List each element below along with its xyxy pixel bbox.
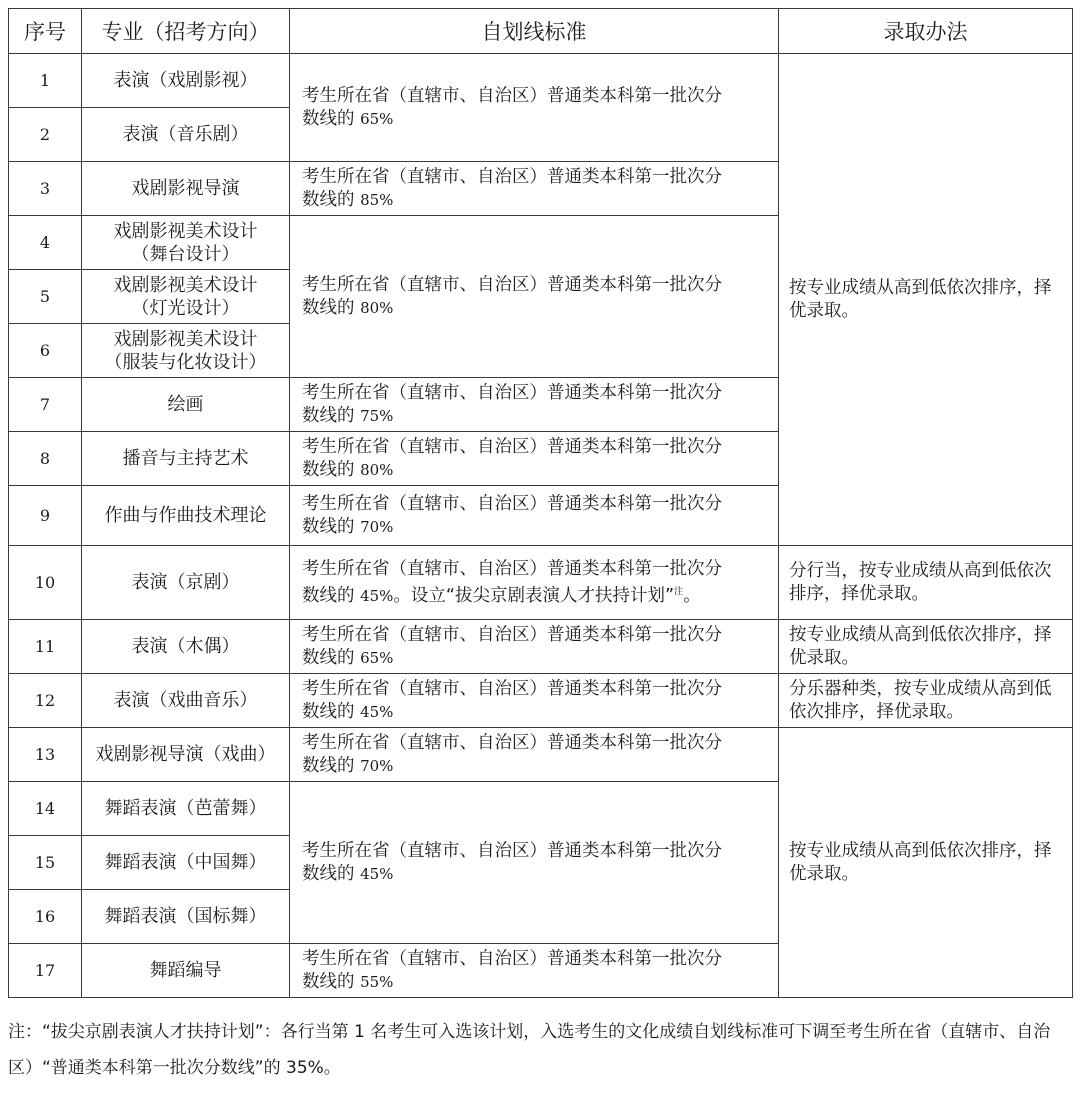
standard-percent: 55% [360, 972, 394, 991]
standard-cell [290, 216, 779, 378]
table-header-row [9, 9, 1073, 54]
row-number: 16 [9, 890, 82, 944]
row-number: 8 [9, 432, 82, 486]
standard-text: 。 [683, 585, 701, 606]
row-number: 15 [9, 836, 82, 890]
major-line: （舞台设计） [131, 243, 240, 265]
standard-text: 数线的 [302, 863, 361, 884]
major-cell [82, 270, 290, 324]
standard-percent: 65% [360, 109, 394, 128]
major-cell: 戏剧影视导演（戏曲） [82, 728, 290, 782]
standard-cell [290, 378, 779, 432]
major-cell: 播音与主持艺术 [82, 432, 290, 486]
standard-text: 考生所在省（直辖市、自治区）普通类本科第一批次分 [302, 948, 722, 969]
major-cell: 绘画 [82, 378, 290, 432]
major-cell: 表演（京剧） [82, 546, 290, 620]
standard-percent: 70% [360, 517, 394, 536]
row-number: 1 [9, 54, 82, 108]
major-cell: 表演（戏剧影视） [82, 54, 290, 108]
major-line: 戏剧影视美术设计 [113, 328, 258, 350]
admission-standards-table [8, 8, 1073, 998]
major-cell: 表演（戏曲音乐） [82, 674, 290, 728]
standard-cell [290, 54, 779, 162]
footnote-mark: 注 [674, 586, 684, 597]
standard-cell [290, 546, 779, 620]
admission-cell: 分乐器种类，按专业成绩从高到低依次排序，择优录取。 [779, 674, 1073, 728]
standard-cell [290, 728, 779, 782]
major-line: 戏剧影视美术设计 [113, 220, 258, 242]
standard-cell [290, 486, 779, 546]
standard-text: 。设立“拔尖京剧表演人才扶持计划” [393, 585, 675, 606]
major-cell: 舞蹈表演（国标舞） [82, 890, 290, 944]
standard-text: 数线的 [302, 405, 361, 426]
major-line: （服装与化妆设计） [104, 351, 267, 373]
standard-text: 数线的 [302, 516, 361, 537]
footnote: 注：“拔尖京剧表演人才扶持计划”：各行当第 1 名考生可入选该计划，入选考生的文化成绩自划线标准可下调至考生所在省（直辖市、自治区）“普通类本科第一批次分数线”的 35%。 [8, 1022, 1051, 1078]
table-row [9, 674, 1073, 728]
standard-text: 数线的 [302, 647, 361, 668]
standard-percent: 85% [360, 190, 394, 209]
row-number: 10 [9, 546, 82, 620]
standard-text: 数线的 [302, 189, 361, 210]
standard-percent: 70% [360, 756, 394, 775]
major-cell: 舞蹈编导 [82, 944, 290, 998]
standard-text: 数线的 [302, 701, 361, 722]
standard-text: 考生所在省（直辖市、自治区）普通类本科第一批次分 [302, 558, 722, 579]
row-number: 6 [9, 324, 82, 378]
major-line: 戏剧影视美术设计 [113, 274, 258, 296]
standard-text: 数线的 [302, 755, 361, 776]
standard-text: 考生所在省（直辖市、自治区）普通类本科第一批次分 [302, 840, 722, 861]
standard-text: 考生所在省（直辖市、自治区）普通类本科第一批次分 [302, 436, 722, 457]
row-number: 7 [9, 378, 82, 432]
row-number: 5 [9, 270, 82, 324]
standard-percent: 75% [360, 406, 394, 425]
admission-cell: 按专业成绩从高到低依次排序，择优录取。 [779, 728, 1073, 998]
header-major: 专业（招考方向） [82, 9, 290, 54]
row-number: 14 [9, 782, 82, 836]
standard-cell [290, 432, 779, 486]
major-cell [82, 324, 290, 378]
standard-text: 考生所在省（直辖市、自治区）普通类本科第一批次分 [302, 166, 722, 187]
standard-cell [290, 674, 779, 728]
major-cell: 作曲与作曲技术理论 [82, 486, 290, 546]
major-cell [82, 216, 290, 270]
header-standard: 自划线标准 [290, 9, 779, 54]
standard-cell [290, 944, 779, 998]
standard-percent: 65% [360, 648, 394, 667]
admission-cell: 分行当，按专业成绩从高到低依次排序，择优录取。 [779, 546, 1073, 620]
header-admission: 录取办法 [779, 9, 1073, 54]
standard-text: 考生所在省（直辖市、自治区）普通类本科第一批次分 [302, 732, 722, 753]
standard-text: 考生所在省（直辖市、自治区）普通类本科第一批次分 [302, 493, 722, 514]
standard-cell [290, 782, 779, 944]
major-cell: 舞蹈表演（中国舞） [82, 836, 290, 890]
major-cell: 表演（木偶） [82, 620, 290, 674]
standard-text: 数线的 [302, 108, 361, 129]
table-row [9, 728, 1073, 782]
row-number: 13 [9, 728, 82, 782]
standard-text: 考生所在省（直辖市、自治区）普通类本科第一批次分 [302, 382, 722, 403]
standard-cell [290, 162, 779, 216]
major-cell: 舞蹈表演（芭蕾舞） [82, 782, 290, 836]
row-number: 11 [9, 620, 82, 674]
standard-text: 数线的 [302, 459, 361, 480]
row-number: 2 [9, 108, 82, 162]
row-number: 9 [9, 486, 82, 546]
standard-percent: 45% [360, 586, 394, 605]
header-no: 序号 [9, 9, 82, 54]
standard-text: 数线的 [302, 585, 361, 606]
standard-percent: 80% [360, 460, 394, 479]
major-cell: 表演（音乐剧） [82, 108, 290, 162]
table-row [9, 620, 1073, 674]
table-row [9, 54, 1073, 108]
standard-text: 考生所在省（直辖市、自治区）普通类本科第一批次分 [302, 274, 722, 295]
row-number: 3 [9, 162, 82, 216]
major-cell: 戏剧影视导演 [82, 162, 290, 216]
table-row [9, 546, 1073, 620]
standard-percent: 45% [360, 702, 394, 721]
row-number: 17 [9, 944, 82, 998]
row-number: 12 [9, 674, 82, 728]
standard-text: 数线的 [302, 297, 361, 318]
standard-text: 考生所在省（直辖市、自治区）普通类本科第一批次分 [302, 624, 722, 645]
major-line: （灯光设计） [131, 297, 240, 319]
standard-cell [290, 620, 779, 674]
standard-percent: 45% [360, 864, 394, 883]
standard-text: 考生所在省（直辖市、自治区）普通类本科第一批次分 [302, 678, 722, 699]
row-number: 4 [9, 216, 82, 270]
admission-cell: 按专业成绩从高到低依次排序，择优录取。 [779, 54, 1073, 546]
admission-cell: 按专业成绩从高到低依次排序，择优录取。 [779, 620, 1073, 674]
standard-percent: 80% [360, 298, 394, 317]
standard-text: 考生所在省（直辖市、自治区）普通类本科第一批次分 [302, 85, 722, 106]
standard-text: 数线的 [302, 971, 361, 992]
